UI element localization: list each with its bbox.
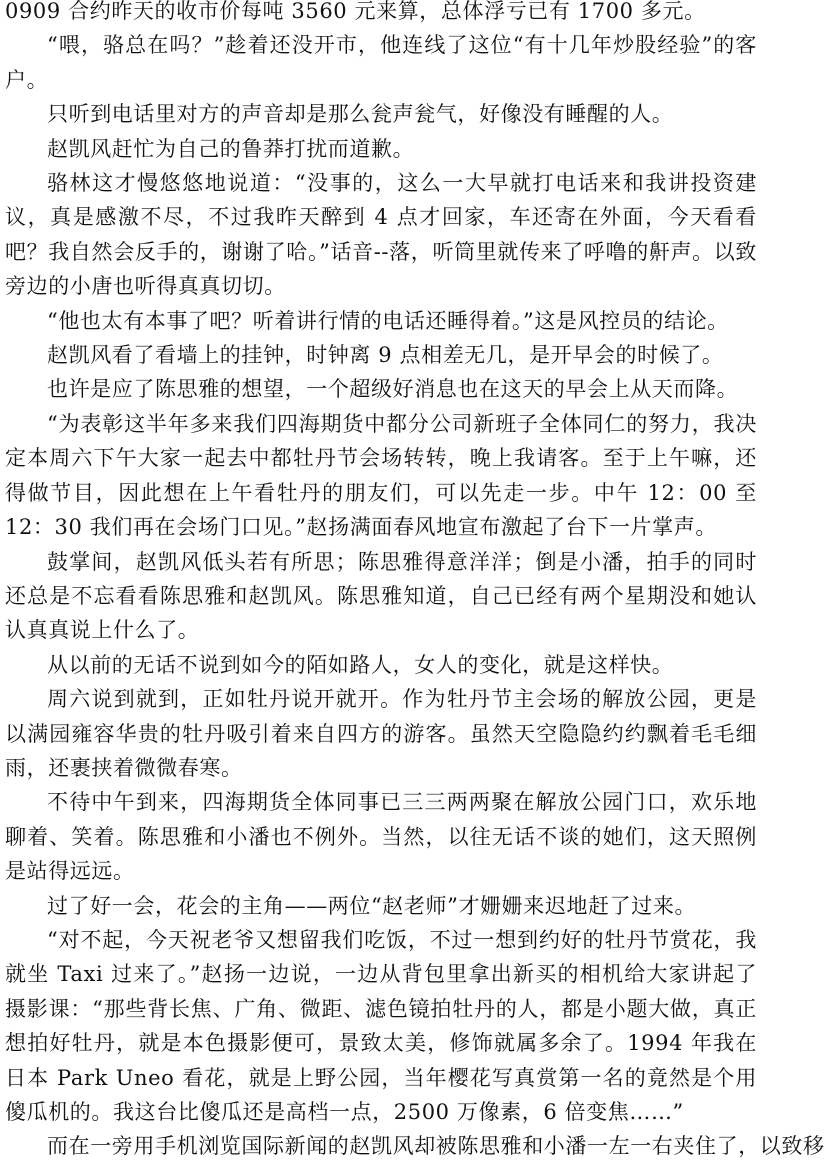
paragraph-good-news: 也许是应了陈思雅的想望，一个超级好消息也在这天的早会上从天而降。 [47, 377, 739, 402]
paragraph-announcement: “为表彰这半年多来我们四海期货中都分公司新班子全体同仁的努力，我决定本周六下午大家一起去中都牡丹节会场转转，晚上我请客。至于上午嘛，还得做节目，因此想在上午看牡丹的朋友们，可以先走一步。中午 12：00 至 12：30 我们再在会场门口见。”赵扬满面春风地宣布激起了台下一片掌声。 [5, 411, 757, 540]
paragraph-final: 而在一旁用手机浏览国际新闻的赵凯风却被陈思雅和小潘一左一右夹住了，以致移 [47, 1134, 825, 1159]
paragraph-phone-call: “喂，骆总在吗？”趁着还没开市，他连线了这位“有十几年炒股经验”的客户。 [5, 33, 757, 92]
paragraph-gathering: 不待中午到来，四海期货全体同事已三三两两聚在解放公园门口，欢乐地聊着、笑着。陈思雅和小潘也不例外。当然，以往无话不谈的她们，这天照例是站得远远。 [5, 790, 757, 884]
paragraph-saturday: 周六说到就到，正如牡丹说开就开。作为牡丹节主会场的解放公园，更是以满园雍容华贵的牡丹吸引着来自四方的游客。虽然天空隐隐约约飘着毛毛细雨，还裹挟着微微春寒。 [5, 687, 757, 780]
paragraph-wall-clock: 赵凯风看了看墙上的挂钟，时钟离 9 点相差无几，是开早会的时候了。 [47, 343, 724, 368]
paragraph-change: 从以前的无话不说到如今的陌如路人，女人的变化，就是这样快。 [47, 652, 674, 677]
paragraph-sleepy-voice: 只听到电话里对方的声音却是那么瓮声瓮气，好像没有睡醒的人。 [47, 102, 674, 127]
paragraph-risk-officer: “他也太有本事了吧？听着讲行情的电话还睡得着。”这是风控员的结论。 [47, 308, 729, 333]
paragraph-contract-loss: 0909 合约昨天的收市价每吨 3560 元来算，总体浮亏已有 1700 多元。 [5, 0, 706, 23]
paragraph-arrival: 过了好一会，花会的主角——两位“赵老师”才姗姗来迟地赶了过来。 [47, 893, 697, 918]
paragraph-photography: “对不起，今天祝老爷又想留我们吃饭，不过一想到约好的牡丹节赏花，我就坐 Taxi 过来了。”赵扬一边说，一边从背包里拿出新买的相机给大家讲起了摄影课：“那些背长焦、广角、微距、滤色镜拍牡丹的人，都是小题大做，真正想拍好牡丹，就是本色摄影便可，景致太美，修饰就属多余了。1994 年我在日本 Park Uneo 看花，就是上野公园，当年樱花写真赏第一名的竟然是个用傻瓜机的。我这台比傻瓜还是高档一点，2500 万像素，6 倍变焦……” [5, 927, 757, 1124]
paragraph-apology: 赵凯风赶忙为自己的鲁莽打扰而道歉。 [47, 136, 415, 161]
body-text [5, 0, 825, 1164]
paragraph-applause: 鼓掌间，赵凯风低头若有所思；陈思雅得意洋洋；倒是小潘，拍手的同时还总是不忘看看陈思雅和赵凯风。陈思雅知道，自己已经有两个星期没和她认认真真说上什么了。 [5, 549, 757, 643]
paragraph-luolin-reply: 骆林这才慢悠悠地说道：“没事的，这么一大早就打电话来和我讲投资建议，真是感激不尽，不过我昨天醉到 4 点才回家，车还寄在外面，今天看看吧？我自然会反手的，谢谢了哈。”话音--落，听筒里就传来了呼噜的鼾声。以致旁边的小唐也听得真真切切。 [5, 171, 757, 299]
